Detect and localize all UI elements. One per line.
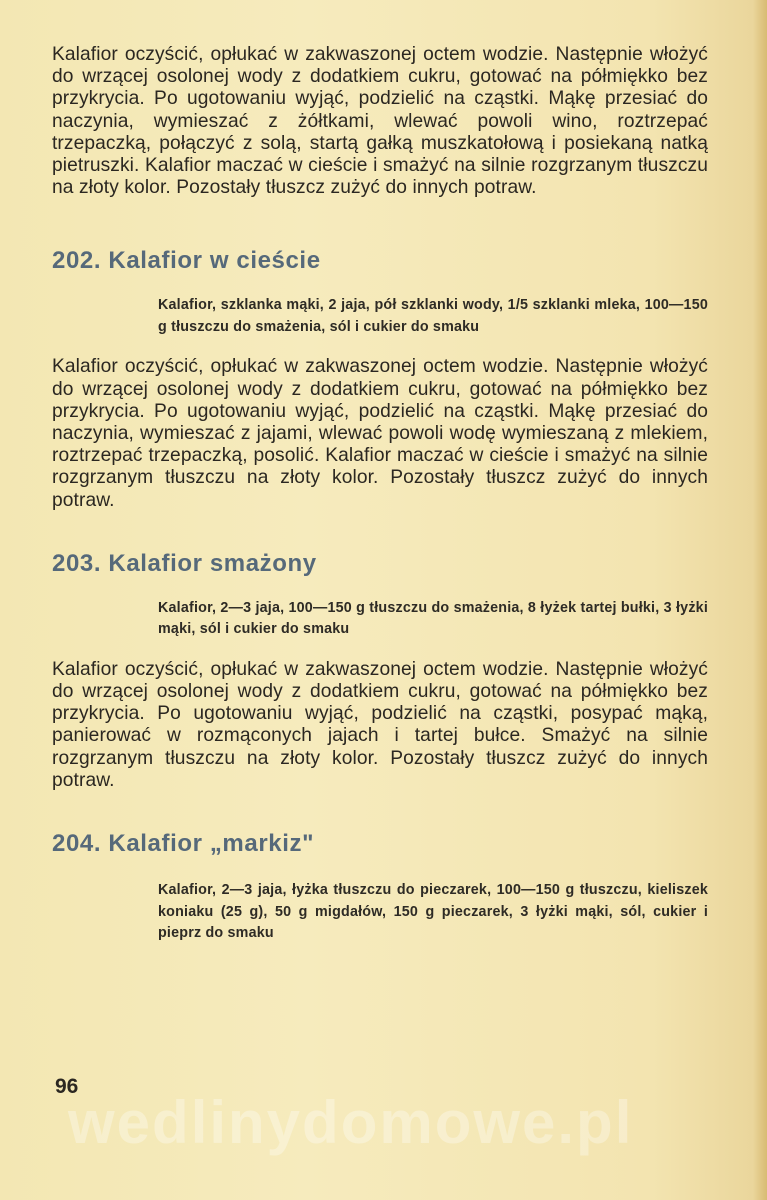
page-number: 96	[55, 1075, 79, 1098]
recipe-204-heading	[52, 830, 708, 858]
recipe-202-instructions: Kalafior oczyścić, opłukać w zakwaszonej octem wodzie. Następnie włożyć do wrzącej osolonej wody z dodatkiem cukru, gotować na półmiękko bez przykrycia. Po ugotowaniu wyjąć, podzielić na cząstki. Mąkę przesiać do naczynia, wymieszać z jajami, wlewać powoli wodę wymieszaną z mlekiem, roztrzepać trzepaczką, posolić. Kalafior maczać w cieście i smażyć na silnie rozgrzanym tłuszczu na złoty kolor. Pozostały tłuszcz zużyć do innych potraw.	[52, 356, 708, 511]
recipe-203-number: 203.	[52, 549, 102, 577]
intro-paragraph: Kalafior oczyścić, opłukać w zakwaszonej octem wodzie. Następnie włożyć do wrzącej osolonej wody z dodatkiem cukru, gotować na półmiękko bez przykrycia. Po ugotowaniu wyjąć, podzielić na cząstki. Mąkę przesiać do naczynia, wymieszać z żółtkami, wlewać powoli wino, roztrzepać trzepaczką, połączyć z solą, startą gałką muszkatołową i posiekaną natką pietruszki. Kalafior maczać w cieście i smażyć na silnie rozgrzanym tłuszczu na złoty kolor. Pozostały tłuszcz zużyć do innych potraw.	[52, 44, 708, 199]
recipe-202-title: Kalafior w cieście	[108, 247, 321, 275]
recipe-204-title: Kalafior „markiz"	[108, 830, 315, 858]
recipe-204-number: 204.	[52, 830, 102, 858]
book-page	[52, 44, 708, 945]
recipe-203-ingredients: Kalafior, 2—3 jaja, 100—150 g tłuszczu do smażenia, 8 łyżek tartej bułki, 3 łyżki mąki, sól i cukier do smaku	[158, 599, 708, 638]
page-edge-shadow	[753, 0, 767, 1200]
watermark: wedlinydomowe.pl	[68, 1089, 634, 1156]
recipe-203-instructions: Kalafior oczyścić, opłukać w zakwaszonej octem wodzie. Następnie włożyć do wrzącej osolonej wody z dodatkiem cukru, gotować na półmiękko bez przykrycia. Po ugotowaniu wyjąć, podzielić na cząstki, posypać mąką, panierować w rozmąconych jajach i tartej bułce. Smażyć na silnie rozgrzanym tłuszczu na złoty kolor. Pozostały tłuszcz zużyć do innych potraw.	[52, 658, 708, 791]
recipe-203-title: Kalafior smażony	[108, 549, 317, 577]
recipe-203-heading	[52, 550, 708, 578]
recipe-202-ingredients: Kalafior, szklanka mąki, 2 jaja, pół szklanki wody, 1/5 szklanki mleka, 100—150 g tłuszczu do smażenia, sól i cukier do smaku	[158, 297, 708, 335]
recipe-202-heading	[52, 247, 708, 275]
recipe-202-number: 202.	[52, 247, 102, 275]
recipe-204-ingredients: Kalafior, 2—3 jaja, łyżka tłuszczu do pieczarek, 100—150 g tłuszczu, kieliszek koniaku (25 g), 50 g migdałów, 150 g pieczarek, 3 łyżki mąki, sól, cukier i pieprz do smaku	[158, 882, 708, 942]
